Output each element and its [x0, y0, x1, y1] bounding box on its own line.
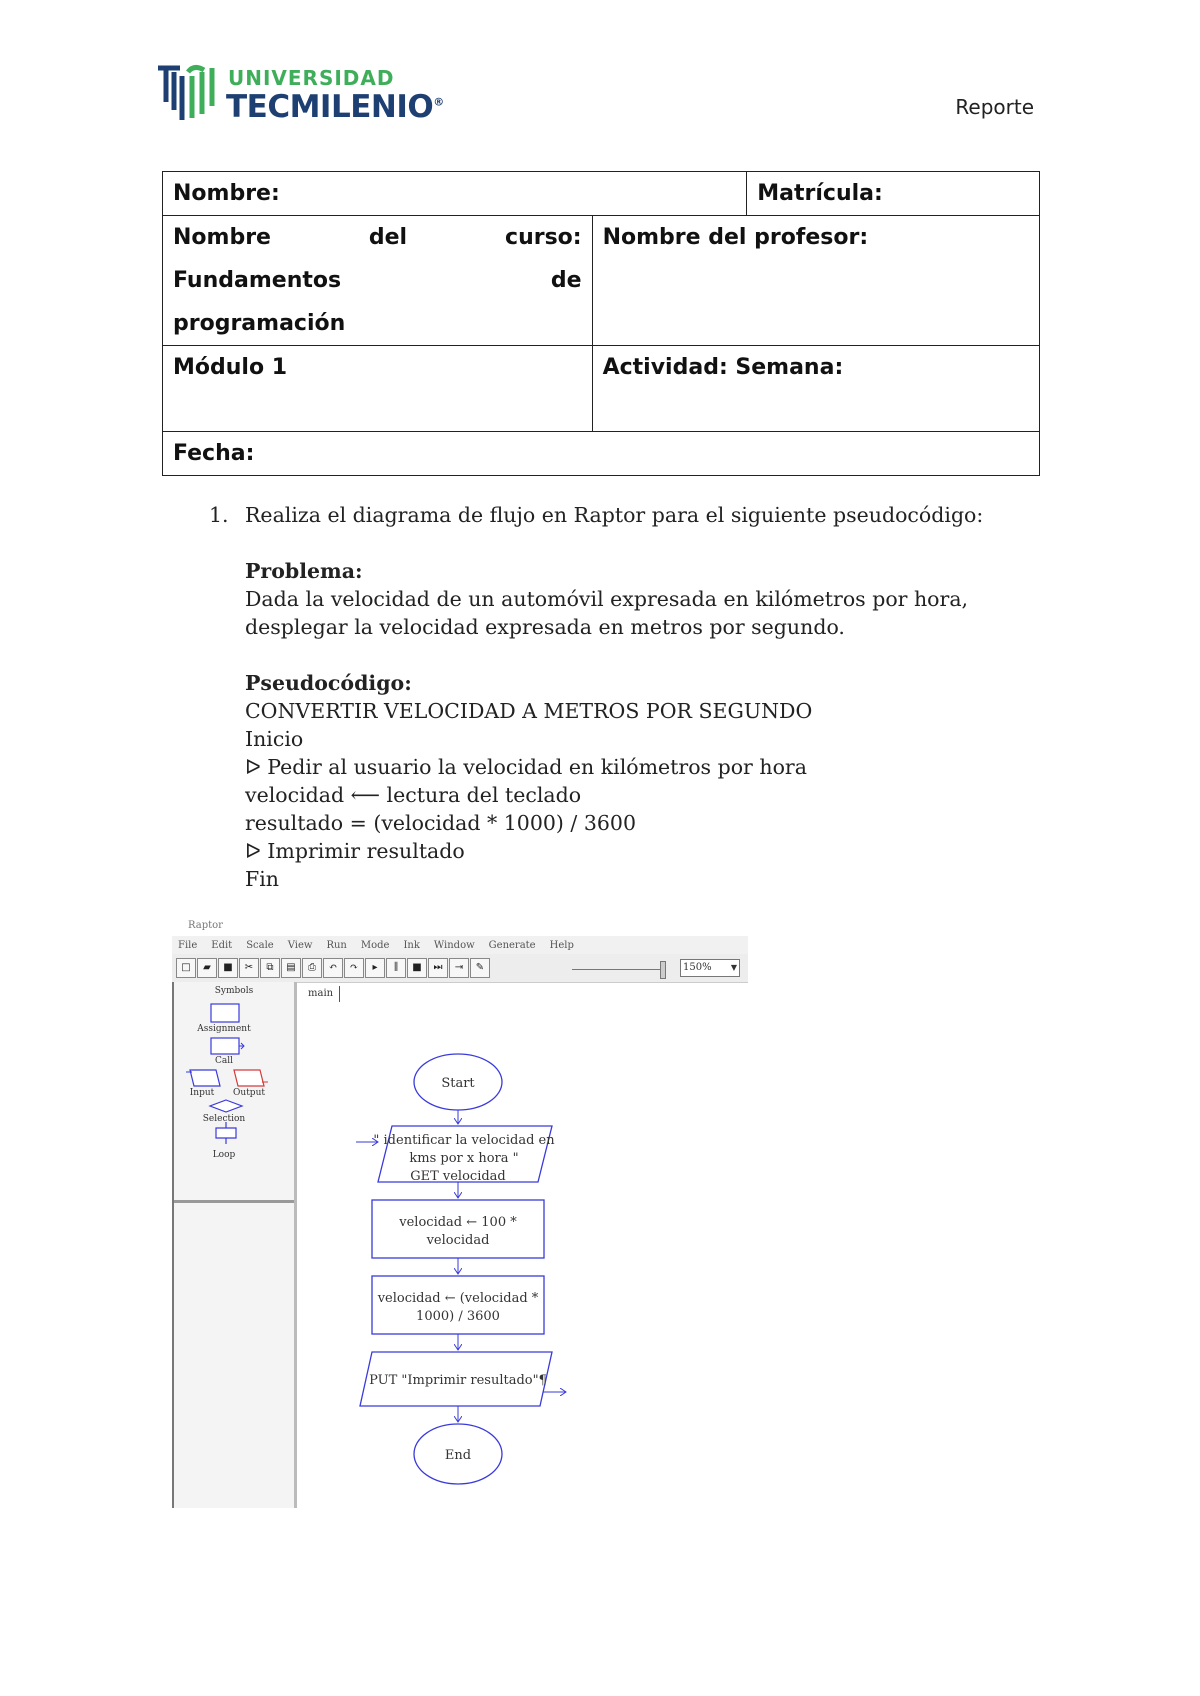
zoom-slider-handle[interactable]: [660, 961, 666, 979]
menu-file[interactable]: File: [178, 939, 198, 951]
palette-divider: [174, 1200, 294, 1203]
profesor-cell: Nombre del profesor:: [592, 216, 1039, 346]
student-info-table: [162, 171, 1040, 476]
item-number: 1.: [209, 503, 229, 527]
menu-view[interactable]: View: [287, 939, 313, 951]
play-icon[interactable]: ▸: [365, 958, 385, 978]
selection-symbol-icon[interactable]: [210, 1100, 242, 1112]
pseudocode-line: ᐅ Imprimir resultado: [245, 839, 465, 863]
pseudocode-line: Fin: [245, 867, 279, 891]
menu-edit[interactable]: Edit: [211, 939, 233, 951]
menu-ink[interactable]: Ink: [403, 939, 420, 951]
flow-assign1-line: velocidad: [426, 1233, 490, 1248]
fecha-cell: Fecha:: [163, 432, 1040, 476]
document-type-label: Reporte: [955, 95, 1034, 119]
pseudocode-line: CONVERTIR VELOCIDAD A METROS POR SEGUNDO: [245, 699, 813, 723]
menu-run[interactable]: Run: [326, 939, 347, 951]
paste-icon[interactable]: ▤: [281, 958, 301, 978]
palette-shapes: [174, 982, 294, 1192]
print-icon[interactable]: ⎙: [302, 958, 322, 978]
loop-symbol-icon[interactable]: [216, 1122, 236, 1144]
activity-content: [209, 501, 1049, 893]
flow-end-label: End: [444, 1448, 472, 1463]
flow-assign2-line: 1000) / 3600: [416, 1309, 500, 1324]
zoom-select[interactable]: 150% ▼: [680, 959, 740, 977]
modulo-cell: Módulo 1: [163, 346, 593, 432]
raptor-window-title: Raptor: [188, 920, 223, 931]
palette-heading: Symbols: [214, 986, 254, 996]
nombre-cell: Nombre:: [163, 172, 747, 216]
curso-cell: Nombre del curso: Fundamentos de programación: [163, 216, 593, 346]
palette-label-output: Output: [233, 1088, 265, 1098]
pseudocode-line: ᐅ Pedir al usuario la velocidad en kilómetros por hora: [245, 755, 807, 779]
matricula-cell: Matrícula:: [747, 172, 1040, 216]
flow-output-label: PUT "Imprimir resultado"¶: [369, 1373, 547, 1388]
university-logo: [158, 62, 458, 124]
chevron-down-icon: ▼: [730, 963, 737, 972]
flow-input-line: GET velocidad: [410, 1169, 506, 1184]
palette-label-loop: Loop: [212, 1150, 236, 1160]
flowchart-canvas: [296, 1004, 748, 1508]
pause-icon[interactable]: ∥: [386, 958, 406, 978]
actividad-cell: Actividad: Semana:: [592, 346, 1039, 432]
step-into-icon[interactable]: ⇥: [449, 958, 469, 978]
raptor-toolbar: [172, 954, 748, 983]
zoom-slider-track[interactable]: [572, 969, 662, 970]
flow-input-line: " identificar la velocidad en: [373, 1133, 555, 1148]
palette-label-input: Input: [189, 1088, 215, 1098]
menu-scale[interactable]: Scale: [246, 939, 274, 951]
symbols-palette: [172, 982, 297, 1508]
menu-generate[interactable]: Generate: [488, 939, 536, 951]
flow-input-line: kms por x hora ": [409, 1151, 519, 1166]
problema-text: Dada la velocidad de un automóvil expresada en kilómetros por hora, desplegar la velocidad expresada en metros por segundo.: [245, 587, 969, 639]
call-symbol-icon[interactable]: [211, 1038, 239, 1054]
problema-heading: Problema:: [245, 559, 363, 583]
cut-icon[interactable]: ✂: [239, 958, 259, 978]
pseudocode-line: resultado = (velocidad * 1000) / 3600: [245, 811, 637, 835]
new-file-icon[interactable]: □: [176, 958, 196, 978]
flow-assign2-line: velocidad ← (velocidad *: [377, 1291, 539, 1306]
palette-label-selection: Selection: [202, 1114, 246, 1124]
menu-mode[interactable]: Mode: [360, 939, 390, 951]
input-symbol-icon[interactable]: [190, 1070, 220, 1086]
flow-assign1-line: velocidad ← 100 *: [399, 1215, 517, 1230]
undo-icon[interactable]: ↶: [323, 958, 343, 978]
palette-label-call: Call: [214, 1056, 233, 1066]
step-icon[interactable]: ⏭: [428, 958, 448, 978]
redo-icon[interactable]: ↷: [344, 958, 364, 978]
tecmilenio-logo-icon: [158, 62, 220, 124]
stop-icon[interactable]: ■: [407, 958, 427, 978]
raptor-menubar: [172, 936, 748, 954]
pseudocode-line: Inicio: [245, 727, 304, 751]
open-folder-icon[interactable]: ▰: [197, 958, 217, 978]
menu-window[interactable]: Window: [433, 939, 475, 951]
flow-start-label: Start: [441, 1076, 475, 1091]
menu-help[interactable]: Help: [549, 939, 574, 951]
instruction-text: Realiza el diagrama de flujo en Raptor para el siguiente pseudocódigo:: [245, 503, 984, 527]
save-icon[interactable]: ■: [218, 958, 238, 978]
pseudocode-heading: Pseudocódigo:: [245, 671, 412, 695]
logo-text-tecmilenio: TECMILENIO®: [226, 89, 444, 125]
pen-icon[interactable]: ✎: [470, 958, 490, 978]
tab-main[interactable]: main: [302, 986, 340, 1002]
logo-text-universidad: UNIVERSIDAD: [228, 66, 395, 90]
copy-icon[interactable]: ⧉: [260, 958, 280, 978]
palette-label-assignment: Assignment: [197, 1024, 251, 1034]
raptor-screenshot: [172, 920, 748, 1508]
pseudocode-line: velocidad ⟵ lectura del teclado: [245, 783, 582, 807]
assignment-symbol-icon[interactable]: [211, 1004, 239, 1022]
output-symbol-icon[interactable]: [234, 1070, 264, 1086]
